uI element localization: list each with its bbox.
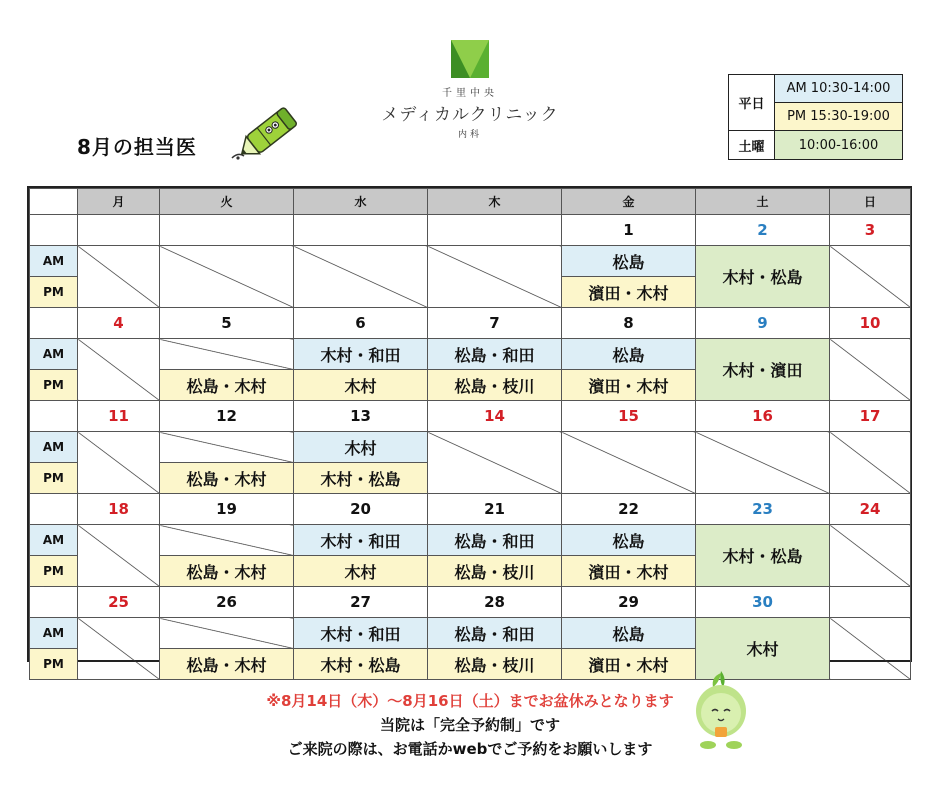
holiday-notice: ※8月14日（木）～8月16日（土）までお盆休みとなります (266, 692, 674, 710)
am-doctor-tue (160, 339, 294, 370)
am-row (30, 618, 911, 649)
date-cell: 11 (78, 401, 160, 432)
date-row-label (30, 587, 78, 618)
closed-cell-mon (78, 246, 160, 308)
clinic-name-top: 千里中央 (442, 88, 498, 99)
am-doctor-wed: 木村・和田 (294, 525, 428, 556)
am-doctor-fri: 松島 (562, 618, 696, 649)
am-doctor-fri: 松島 (562, 525, 696, 556)
date-cell: 27 (294, 587, 428, 618)
date-cell: 5 (160, 308, 294, 339)
closed-cell-wed (294, 246, 428, 308)
saturday-hours: 10:00-16:00 (775, 131, 903, 160)
pm-doctor-thu: 松島・枝川 (428, 370, 562, 401)
date-cell: 3 (830, 215, 911, 246)
am-doctor-fri: 松島 (562, 339, 696, 370)
am-doctor-fri: 松島 (562, 246, 696, 277)
date-cell (294, 215, 428, 246)
date-cell: 10 (830, 308, 911, 339)
date-cell: 20 (294, 494, 428, 525)
am-row (30, 525, 911, 556)
page-title: 8月の担当医 (77, 135, 197, 159)
pm-doctor-tue: 松島・木村 (160, 463, 294, 494)
pm-label: PM (30, 556, 78, 587)
am-row (30, 339, 911, 370)
date-cell: 14 (428, 401, 562, 432)
am-label: AM (30, 525, 78, 556)
clinic-logo-mark-icon (451, 40, 489, 78)
date-cell: 18 (78, 494, 160, 525)
weekday-sat: 土 (696, 189, 830, 215)
weekday-thu: 木 (428, 189, 562, 215)
date-row (30, 587, 911, 618)
date-cell: 2 (696, 215, 830, 246)
date-cell: 9 (696, 308, 830, 339)
closed-cell-thu (428, 432, 562, 494)
clinic-name-sub: 内科 (457, 130, 482, 140)
weekday-fri: 金 (562, 189, 696, 215)
header-corner (30, 189, 78, 215)
weekday-pm-hours: PM 15:30-19:00 (775, 103, 903, 131)
pm-doctor-wed: 木村・松島 (294, 649, 428, 680)
am-label: AM (30, 618, 78, 649)
date-cell: 24 (830, 494, 911, 525)
am-label: AM (30, 432, 78, 463)
weekday-label: 平日 (729, 75, 775, 131)
weekday-header-row (30, 189, 911, 215)
doctor-schedule-calendar (27, 186, 912, 675)
date-cell: 19 (160, 494, 294, 525)
weekday-sun: 日 (830, 189, 911, 215)
pm-label: PM (30, 277, 78, 308)
pm-doctor-fri: 濱田・木村 (562, 556, 696, 587)
date-cell: 1 (562, 215, 696, 246)
am-doctor-thu: 松島・和田 (428, 618, 562, 649)
date-cell: 17 (830, 401, 911, 432)
saturday-doctor (696, 432, 830, 494)
mascot-character-icon (688, 667, 754, 753)
am-row (30, 432, 911, 463)
weekday-mon: 月 (78, 189, 160, 215)
weekday-tue: 火 (160, 189, 294, 215)
date-cell: 30 (696, 587, 830, 618)
date-cell: 6 (294, 308, 428, 339)
date-cell: 28 (428, 587, 562, 618)
date-cell: 26 (160, 587, 294, 618)
saturday-doctor: 木村 (696, 618, 830, 680)
am-label: AM (30, 339, 78, 370)
sunday-closed-cell (830, 432, 911, 494)
date-cell: 21 (428, 494, 562, 525)
date-row (30, 215, 911, 246)
closed-cell-mon (78, 432, 160, 494)
am-doctor-thu: 松島・和田 (428, 525, 562, 556)
pm-doctor-thu: 松島・枝川 (428, 556, 562, 587)
clinic-logo (380, 40, 560, 140)
notes (200, 690, 740, 762)
sunday-closed-cell (830, 246, 911, 308)
closed-cell-tue (160, 246, 294, 308)
am-row (30, 246, 911, 277)
contact-notice: ご来院の際は、お電話かwebでご予約をお願いします (287, 740, 653, 758)
clinic-name-main: メディカルクリニック (381, 105, 559, 125)
date-cell: 4 (78, 308, 160, 339)
am-doctor-wed: 木村・和田 (294, 618, 428, 649)
date-cell: 12 (160, 401, 294, 432)
date-row-label (30, 494, 78, 525)
reservation-notice: 当院は「完全予約制」です (379, 716, 560, 734)
am-doctor-tue (160, 432, 294, 463)
date-cell: 22 (562, 494, 696, 525)
pm-doctor-tue: 松島・木村 (160, 649, 294, 680)
pm-doctor-tue: 松島・木村 (160, 370, 294, 401)
pm-doctor-wed: 木村・松島 (294, 463, 428, 494)
pm-doctor-fri: 濱田・木村 (562, 649, 696, 680)
am-doctor-wed: 木村・和田 (294, 339, 428, 370)
date-cell: 25 (78, 587, 160, 618)
closed-cell-fri (562, 432, 696, 494)
date-row (30, 401, 911, 432)
am-doctor-tue (160, 525, 294, 556)
saturday-doctor: 木村・濱田 (696, 339, 830, 401)
date-cell (830, 587, 911, 618)
date-row (30, 494, 911, 525)
pm-label: PM (30, 649, 78, 680)
closed-cell-thu (428, 246, 562, 308)
sunday-closed-cell (830, 525, 911, 587)
sunday-closed-cell (830, 618, 911, 680)
weekday-wed: 水 (294, 189, 428, 215)
closed-cell-mon (78, 618, 160, 680)
am-doctor-wed: 木村 (294, 432, 428, 463)
pm-doctor-tue: 松島・木村 (160, 556, 294, 587)
pm-doctor-wed: 木村 (294, 370, 428, 401)
pm-doctor-wed: 木村 (294, 556, 428, 587)
date-cell: 23 (696, 494, 830, 525)
sunday-closed-cell (830, 339, 911, 401)
pm-label: PM (30, 370, 78, 401)
date-cell: 29 (562, 587, 696, 618)
am-doctor-thu: 松島・和田 (428, 339, 562, 370)
date-cell: 15 (562, 401, 696, 432)
closed-cell-mon (78, 525, 160, 587)
saturday-label: 土曜 (729, 131, 775, 160)
date-row-label (30, 308, 78, 339)
date-cell (428, 215, 562, 246)
am-label: AM (30, 246, 78, 277)
date-row (30, 308, 911, 339)
date-cell: 13 (294, 401, 428, 432)
crayon-character-icon (228, 100, 300, 164)
saturday-doctor: 木村・松島 (696, 246, 830, 308)
pm-doctor-fri: 濱田・木村 (562, 370, 696, 401)
pm-doctor-fri: 濱田・木村 (562, 277, 696, 308)
saturday-doctor: 木村・松島 (696, 525, 830, 587)
date-cell: 7 (428, 308, 562, 339)
am-doctor-tue (160, 618, 294, 649)
date-row-label (30, 215, 78, 246)
business-hours-table (728, 74, 903, 160)
date-cell (78, 215, 160, 246)
date-cell: 8 (562, 308, 696, 339)
weekday-am-hours: AM 10:30-14:00 (775, 75, 903, 103)
date-row-label (30, 401, 78, 432)
date-cell: 16 (696, 401, 830, 432)
date-cell (160, 215, 294, 246)
pm-doctor-thu: 松島・枝川 (428, 649, 562, 680)
closed-cell-mon (78, 339, 160, 401)
pm-label: PM (30, 463, 78, 494)
